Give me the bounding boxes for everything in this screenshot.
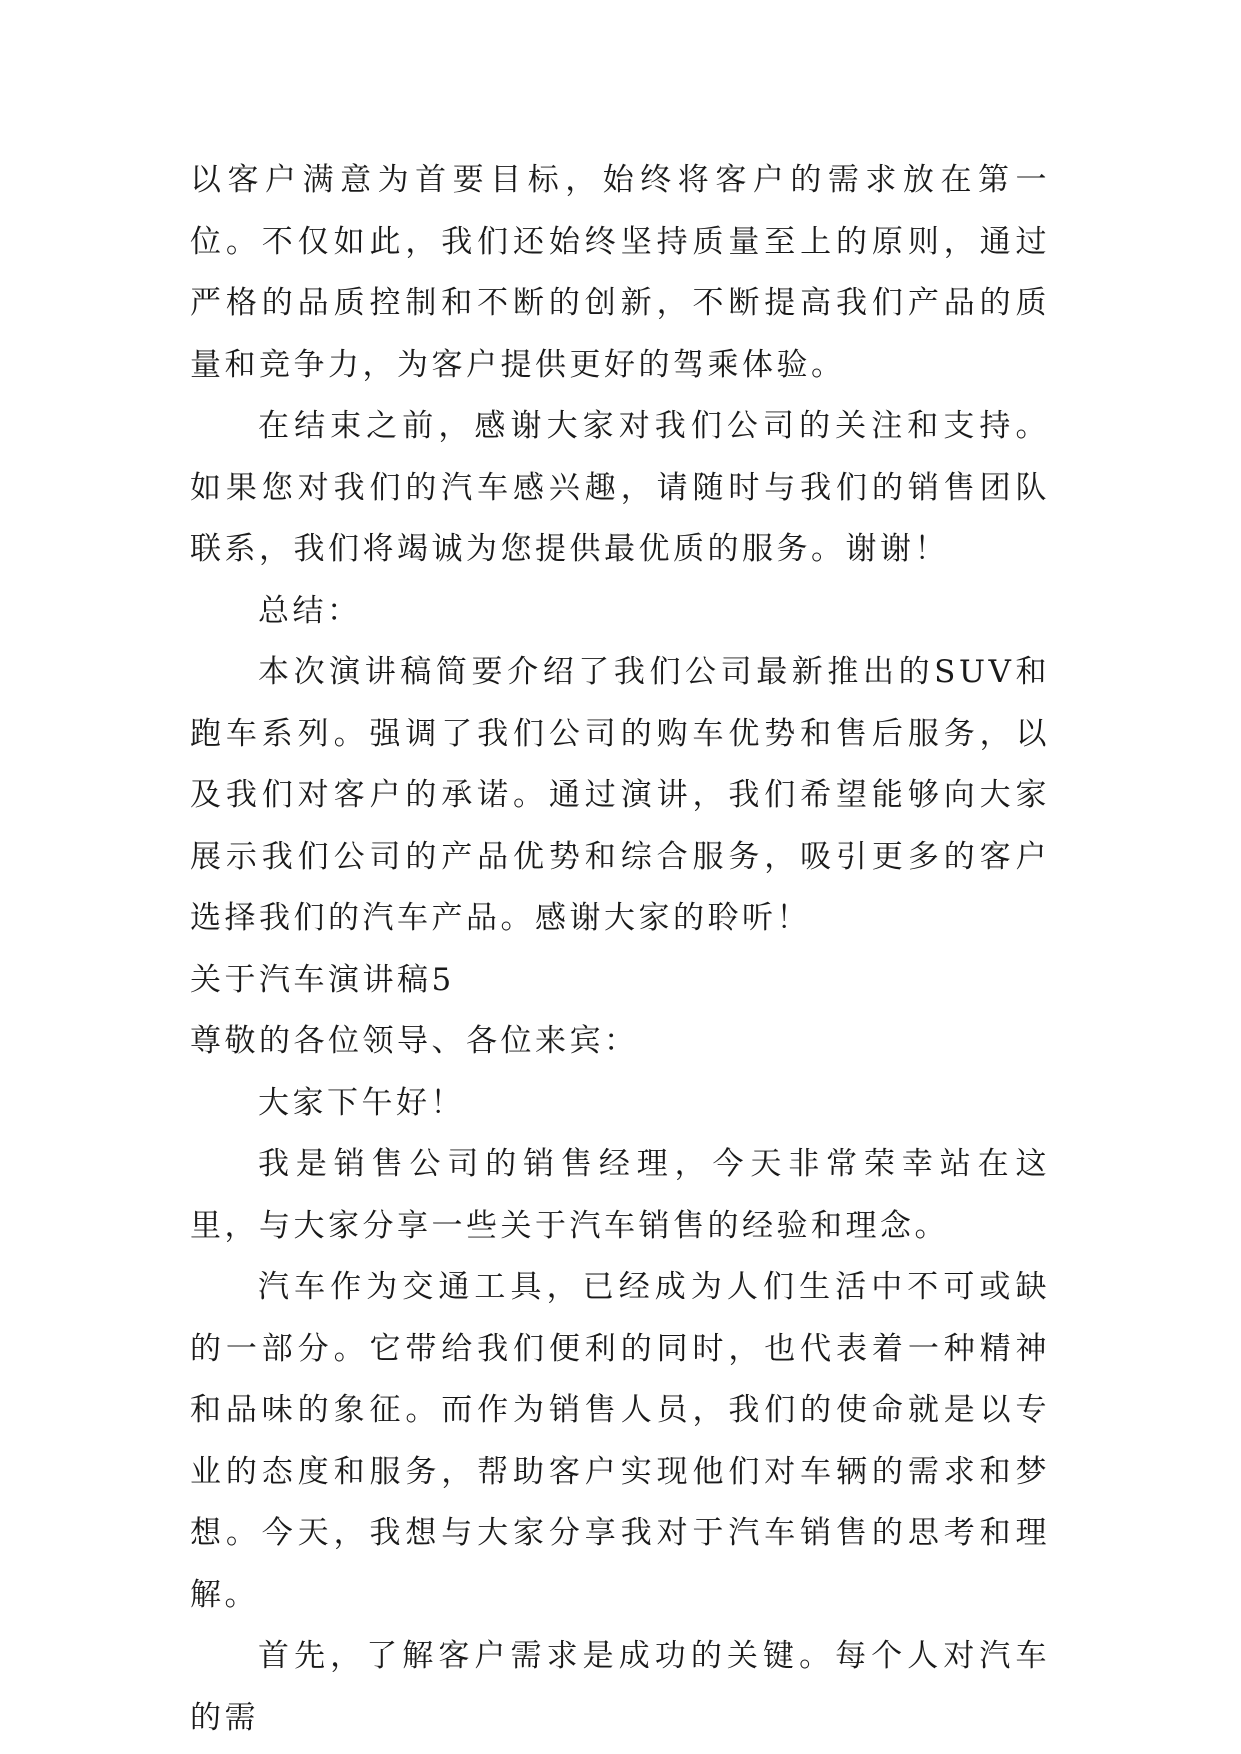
document-page xyxy=(190,150,1050,1749)
paragraph-introduction: 我是销售公司的销售经理，今天非常荣幸站在这里，与大家分享一些关于汽车销售的经验和理念。 xyxy=(190,1146,1050,1244)
paragraph-continuation: 以客户满意为首要目标，始终将客户的需求放在第一位。不仅如此，我们还始终坚持质量至上的原则，通过严格的品质控制和不断的创新，不断提高我们产品的质量和竞争力，为客户提供更好的驾乘体验。 xyxy=(190,162,1050,383)
summary-label: 总结： xyxy=(258,592,362,629)
paragraph-car-importance: 汽车作为交通工具，已经成为人们生活中不可或缺的一部分。它带给我们便利的同时，也代表着一种精神和品味的象征。而作为销售人员，我们的使命就是以专业的态度和服务，帮助客户实现他们对车辆的需求和梦想。今天，我想与大家分享我对于汽车销售的思考和理解。 xyxy=(190,1269,1050,1613)
paragraph-customer-needs: 首先，了解客户需求是成功的关键。每个人对汽车的需 xyxy=(190,1638,1050,1736)
section-heading: 关于汽车演讲稿5 xyxy=(190,961,455,998)
salutation: 尊敬的各位领导、各位来宾： xyxy=(190,1023,639,1059)
paragraph-closing-thanks: 在结束之前，感谢大家对我们公司的关注和支持。如果您对我们的汽车感兴趣，请随时与我们的销售团队联系，我们将竭诚为您提供最优质的服务。谢谢！ xyxy=(190,408,1050,567)
paragraph-summary: 本次演讲稿简要介绍了我们公司最新推出的SUV和跑车系列。强调了我们公司的购车优势和售后服务，以及我们对客户的承诺。通过演讲，我们希望能够向大家展示我们公司的产品优势和综合服务，吸引更多的客户选择我们的汽车产品。感谢大家的聆听！ xyxy=(190,654,1050,936)
greeting: 大家下午好！ xyxy=(258,1084,465,1121)
